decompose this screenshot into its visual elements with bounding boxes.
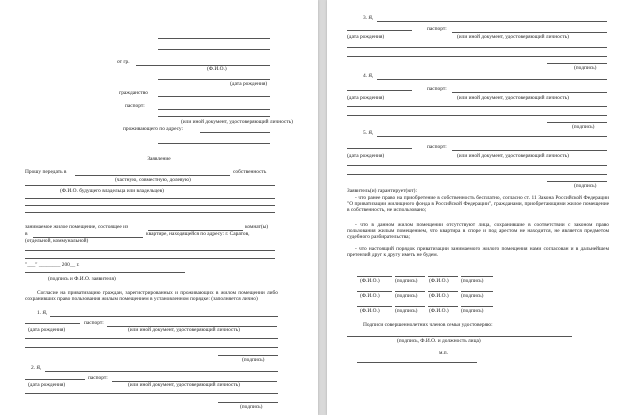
applicant-sign-hint: (подпись и Ф.И.О. заявителя) <box>48 276 116 282</box>
rooms-text: комнат(ы) <box>245 224 269 230</box>
dob-hint: (дата рождения) <box>230 81 268 87</box>
person-5-id: (или иной документ, удостоверяющий личность) <box>457 153 569 159</box>
person-4-dob: (дата рождения) <box>347 95 385 101</box>
blank-line <box>357 362 477 363</box>
stamp-place: м.п. <box>439 350 448 356</box>
person-1-sign: (подпись) <box>242 357 265 363</box>
fio-hint: (Ф.И.О.) <box>429 278 449 284</box>
person-2-dob: (дата рождения) <box>28 382 66 388</box>
blank-line <box>25 258 275 259</box>
blank-line <box>25 198 275 199</box>
person-3-dob: (дата рождения) <box>347 34 385 40</box>
fio-hint: (Ф.И.О.) <box>207 66 227 72</box>
blank-line <box>347 336 572 337</box>
date-field: "___" ________ 200__ г. <box>25 262 80 268</box>
blank-line <box>347 165 607 166</box>
person-5-dob: (дата рождения) <box>347 153 385 159</box>
blank-line <box>452 92 607 93</box>
blank-line <box>347 30 412 31</box>
person-1-dob: (дата рождения) <box>28 327 66 333</box>
residing-label: проживающего по адресу: <box>123 126 184 132</box>
blank-line <box>25 379 85 380</box>
blank-line <box>347 115 607 116</box>
from-label: от гр. <box>117 59 130 65</box>
blank-line <box>158 109 270 110</box>
person-3-passport: паспорт: <box>427 26 447 32</box>
sign-hint: (подпись) <box>461 278 484 284</box>
blank-line <box>25 185 275 186</box>
person-1-label: 1. Я, <box>37 310 48 316</box>
sign-hint: (подпись) <box>395 278 418 284</box>
sign-hint: (подпись) <box>461 293 484 299</box>
person-2-sign: (подпись) <box>240 404 263 410</box>
guarantee-1: - что ранее право на приобретение в собственность бесплатно, согласно ст. 11 Закона Российской Федерации "О приватизации жилищного фонда в Российской Федерации", гражданами, приобретающими жилое помещение в собственность, не использовано; <box>347 195 609 213</box>
blank-line <box>25 393 278 394</box>
citizenship-label: гражданство <box>119 90 148 96</box>
in-text: в <box>25 231 28 237</box>
blank-line <box>547 122 607 123</box>
blank-line <box>25 212 275 213</box>
passport-label: паспорт: <box>125 103 145 109</box>
fio-hint: (Ф.И.О.) <box>360 278 380 284</box>
guarantee-2: - что в данном жилом помещении отсутствуют лица, сохранившие в соответствии с законом право пользования жилым помещением, что квартира в споре и под арестом не находится, не является предметом судебного разбирательства; <box>347 222 609 240</box>
certifier-hint: (подпись, Ф.И.О. и должность лица) <box>397 338 481 344</box>
page-title: Заявление <box>147 156 171 162</box>
blank-line <box>75 175 230 176</box>
blank-line <box>158 38 270 39</box>
occupied-text: занимаемое жилое помещение, состоящее из <box>25 224 129 230</box>
ownership-text: собственность <box>233 169 267 175</box>
blank-line <box>158 143 270 144</box>
blank-line <box>347 106 607 107</box>
fio-hint: (Ф.И.О.) <box>360 308 380 314</box>
blank-line <box>547 63 607 64</box>
person-4-sign: (подпись) <box>572 124 595 130</box>
id-doc-hint: (или иной документ, удостоверяющий личность) <box>181 119 293 125</box>
blank-line <box>158 79 270 80</box>
sign-hint: (подпись) <box>395 293 418 299</box>
blank-line <box>218 355 278 356</box>
person-4-label: 4. Я, <box>363 73 374 79</box>
blank-line <box>158 116 270 117</box>
person-1-id: (или иной документ, удостоверяющий личность) <box>128 327 240 333</box>
person-3-id: (или иной документ, удостоверяющий личность) <box>457 34 569 40</box>
ownership-hint: (частную, совместную, долевую) <box>115 177 191 183</box>
blank-line <box>377 79 607 80</box>
blank-line <box>25 272 185 273</box>
blank-line <box>45 371 278 372</box>
blank-line <box>25 347 278 348</box>
blank-line <box>25 338 278 339</box>
blank-line <box>377 136 607 137</box>
fio-hint: (Ф.И.О.) <box>429 293 449 299</box>
request-text: Прошу передать в <box>25 169 67 175</box>
type-hint: (отдельной, коммунальной) <box>25 238 89 244</box>
guarantee-heading: Заявитель(и) гарантирует(ют): <box>347 188 417 194</box>
person-5-passport: паспорт: <box>427 144 447 150</box>
blank-line <box>452 150 607 151</box>
certify-text: Подписи совершеннолетних членов семьи удостоверяю: <box>363 322 493 328</box>
person-5-label: 5. Я, <box>363 130 374 136</box>
sign-hint: (подпись) <box>395 308 418 314</box>
guarantee-3: - что настоящий порядок приватизации занимаемого жилого помещения нами согласован и в дальнейшем претензий друг к другу иметь не будем. <box>347 246 609 258</box>
person-5-sign: (подпись) <box>574 183 597 189</box>
document-page-right <box>327 0 640 415</box>
document-page-left <box>0 0 318 415</box>
person-1-passport: паспорт: <box>84 320 104 326</box>
fio-hint: (Ф.И.О.) <box>429 308 449 314</box>
blank-line <box>25 205 275 206</box>
blank-line <box>25 323 80 324</box>
blank-line <box>25 250 275 251</box>
sign-hint: (подпись) <box>461 308 484 314</box>
blank-line <box>50 316 278 317</box>
blank-line <box>218 402 278 403</box>
blank-line <box>158 49 270 50</box>
fio-hint: (Ф.И.О.) <box>360 293 380 299</box>
blank-line <box>347 56 607 57</box>
apartment-text: квартире, находящейся по адресу: г. Саратов, <box>146 231 250 237</box>
person-2-passport: паспорт: <box>88 375 108 381</box>
blank-line <box>547 181 607 182</box>
blank-line <box>347 90 412 91</box>
blank-line <box>347 174 607 175</box>
blank-line <box>136 65 270 66</box>
consent-text: Согласие на приватизацию граждан, зарегистрированных и проживающих в жилом помещении либо сохранивших право пользования жилым помещением в установленном порядке: (заполняется лично) <box>25 290 278 302</box>
person-3-sign: (подпись) <box>574 65 597 71</box>
blank-line <box>347 148 412 149</box>
person-3-label: 3. Я, <box>363 15 374 21</box>
blank-line <box>200 132 270 133</box>
person-4-passport: паспорт: <box>427 86 447 92</box>
owner-hint: (Ф.И.О. будущего владельца или владельцев) <box>60 188 164 194</box>
person-4-id: (или иной документ, удостоверяющий личность) <box>457 95 569 101</box>
person-2-id: (или иной документ, удостоверяющий личность) <box>128 382 240 388</box>
blank-line <box>452 32 607 33</box>
blank-line <box>158 96 270 97</box>
blank-line <box>377 21 607 22</box>
person-2-label: 2. Я, <box>31 365 42 371</box>
blank-line <box>347 47 607 48</box>
